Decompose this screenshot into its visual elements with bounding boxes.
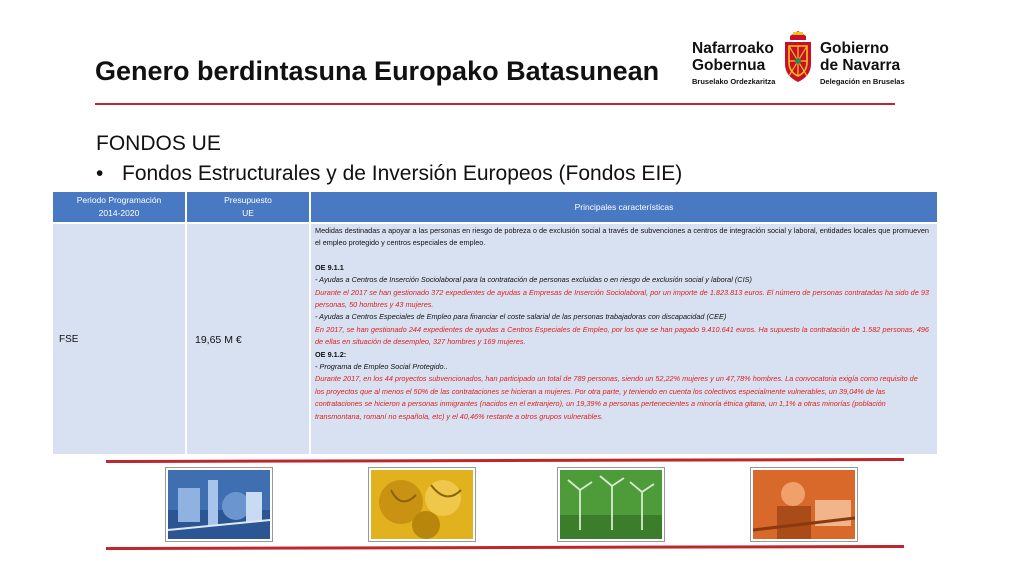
header-features-label: Principales características — [574, 201, 674, 212]
page-title: Genero berdintasuna Europako Batasunean — [95, 56, 660, 86]
logo-right-name-2: de Navarra — [820, 57, 901, 74]
oe-911-title: OE 9.1.1 — [315, 262, 344, 272]
section-heading: FONDOS UE — [96, 132, 221, 155]
title-underline — [95, 103, 895, 105]
navarra-government-logo — [690, 30, 905, 90]
logo-right-name-1: Gobierno — [820, 40, 889, 57]
table-header-budget — [187, 192, 309, 222]
green-windfarm-thumbnail — [558, 468, 664, 541]
oe-912-item: - Programa de Empleo Social Protegido.. — [315, 362, 448, 372]
strip-top-rule — [106, 458, 904, 463]
oe-912-title: OE 9.1.2: — [315, 349, 347, 359]
table-cell-features — [311, 224, 937, 454]
header-period-years: 2014-2020 — [98, 208, 140, 218]
bullet-item — [96, 162, 682, 186]
funds-table — [53, 192, 937, 454]
header-budget-label: Presupuesto — [224, 195, 272, 205]
table-cell-budget — [187, 224, 309, 454]
budget-value: 19,65 M € — [195, 334, 242, 346]
header-budget-sub: UE — [242, 208, 254, 218]
oe-911-item-cis: - Ayudas a Centros de Inserción Sociolaboral para la contratación de personas excluidas o en riesgo de exclusión social y laboral (CIS) — [315, 275, 752, 285]
bullet-text: Fondos Estructurales y de Inversión Europeos (Fondos EIE) — [122, 162, 683, 185]
oe-912-result: Durante 2017, en los 44 proyectos subvencionados, han participado un total de 789 personas, siendo un 52,22% mujeres y un 47,78% hombres. La convocatoria exigía como requisito de los proyectos que al menos el 50% de las contrataciones se hicieran a mujeres. Por otra parte, y teniendo en cuenta los colectivos especialmente vulnerables, un 39,04% de las contrataciones se hicieron a personas inmigrantes (nacidos en el extranjero), un 19,39% a personas pertenecientes a minoría étnica gitana, un 1,1% a otras minorías (población transmontana, romaní no española, etc) y el 40,46% restante a otros grupos vulnerables. — [315, 374, 918, 421]
strip-bottom-rule — [106, 545, 904, 550]
logo-left-sub: Bruselako Ordezkaritza — [692, 77, 776, 86]
oe-911-cis-result: Durante el 2017 se han gestionado 372 expedientes de ayudas a Empresas de Inserción Sociolaboral, por un importe de 1.823.813 euros. El número de personas contratadas ha sido de 93 personas, 50 hombres y 43 mujeres. — [315, 287, 929, 310]
blue-industry-thumbnail — [166, 468, 272, 541]
coat-of-arms-icon — [781, 30, 815, 84]
fund-name: FSE — [59, 334, 79, 345]
bullet-icon: • — [96, 162, 104, 185]
features-intro: Medidas destinadas a apoyar a las personas en riesgo de pobreza o de exclusión social a través de subvenciones a centros de integración social y laboral, entidades locales que promueven el empleo protegido y centros especiales de empleo. — [315, 226, 929, 248]
table-header-period — [53, 192, 185, 222]
table-header-features — [311, 192, 937, 222]
logo-right-sub: Delegación en Bruselas — [820, 77, 905, 86]
logo-left-name-1: Nafarroako — [692, 40, 774, 57]
oe-911-item-cee: - Ayudas a Centros Especiales de Empleo para financiar el coste salarial de las personas trabajadoras con discapacidad (CEE) — [315, 312, 727, 322]
orange-worker-thumbnail — [751, 468, 857, 541]
oe-911-cee-result: En 2017, se han gestionado 244 expedientes de ayudas a Centros Especiales de Empleo, por los que se han pagado 9.410.641 euros. Ha supuesto la contratación de 1.582 personas, 496 de ellas en situación de desempleo, 327 hombres y 169 mujeres. — [315, 324, 929, 347]
table-cell-fund — [53, 224, 185, 454]
logo-left-name-2: Gobernua — [692, 57, 766, 74]
header-period-label: Periodo Programación — [76, 195, 162, 205]
yellow-plants-thumbnail — [369, 468, 475, 541]
